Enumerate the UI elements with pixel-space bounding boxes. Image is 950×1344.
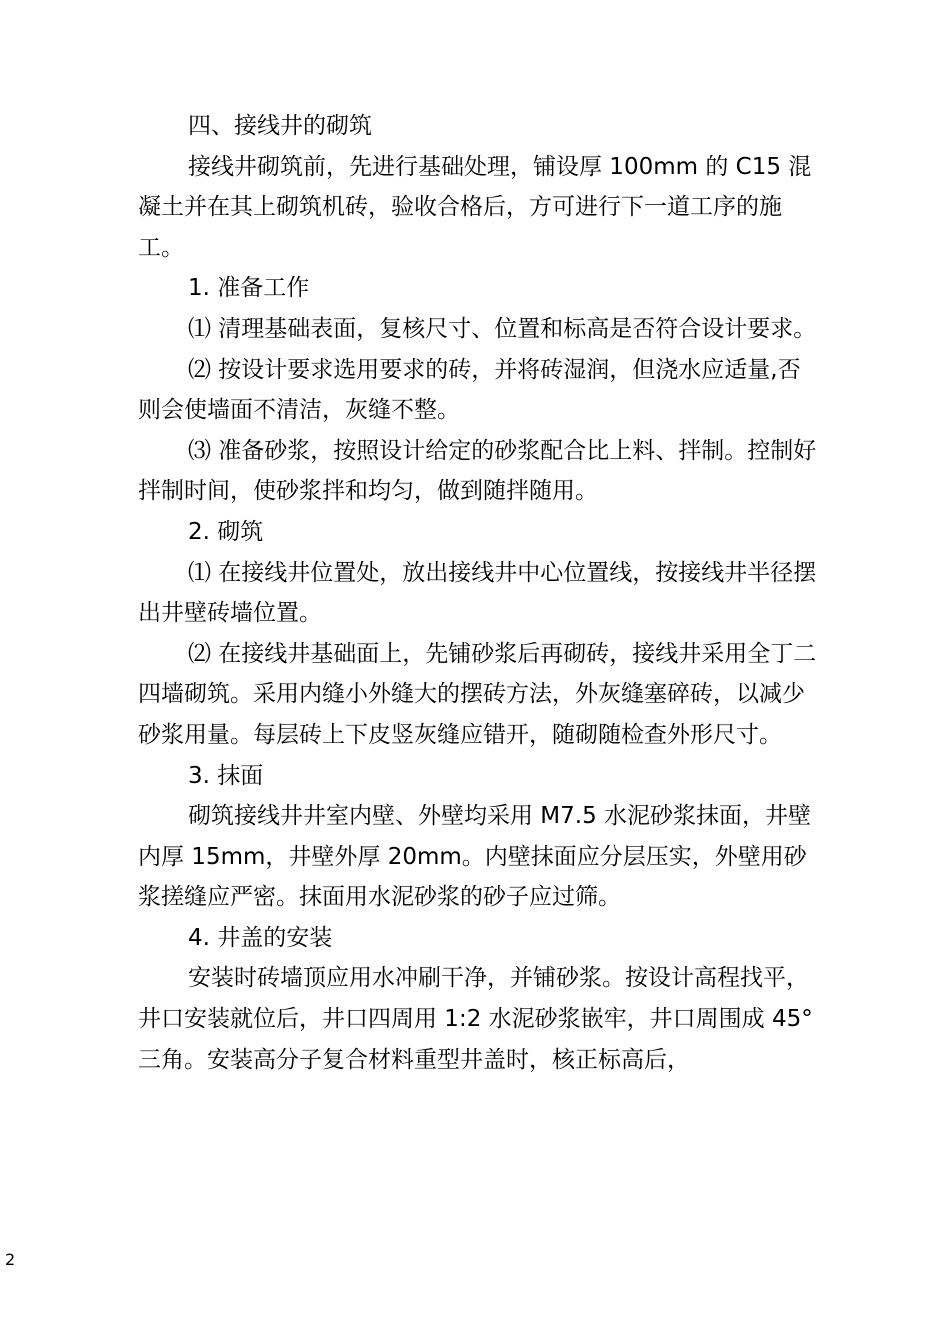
page-number: 2 [5, 1250, 16, 1269]
document-body [138, 106, 822, 1080]
body-paragraph: ⑶ 准备砂浆，按照设计给定的砂浆配合比上料、拌制。控制好拌制时间，使砂浆拌和均匀，做到随拌随用。 [138, 437, 817, 505]
section-heading: 四、接线井的砌筑 [188, 113, 372, 139]
body-paragraph: ⑵ 按设计要求选用要求的砖，并将砖湿润，但浇水应适量,否则会使墙面不清洁，灰缝不整。 [138, 356, 801, 424]
body-paragraph: 安装时砖墙顶应用水冲刷干净，并铺砂浆。按设计高程找平，井口安装就位后，井口四周用 1:2 水泥砂浆嵌牢，井口周围成 45°三角。安装高分子复合材料重型井盖时，核正标高后， [138, 965, 813, 1073]
body-paragraph: ⑵ 在接线井基础面上，先铺砂浆后再砌砖，接线井采用全丁二四墙砌筑。采用内缝小外缝大的摆砖方法，外灰缝塞碎砖，以减少砂浆用量。每层砖上下皮竖灰缝应错开，随砌随检查外形尺寸。 [138, 640, 817, 748]
body-paragraph: 砌筑接线井井室内壁、外壁均采用 M7.5 水泥砂浆抹面，井壁内厚 15mm，井壁外厚 20mm。内壁抹面应分层压实，外壁用砂浆搓缝应严密。抹面用水泥砂浆的砂子应过筛。 [138, 803, 812, 911]
body-paragraph: ⑴ 清理基础表面，复核尺寸、位置和标高是否符合设计要求。 [188, 315, 817, 342]
subsection-heading: 4. 井盖的安装 [188, 924, 333, 951]
body-paragraph: 接线井砌筑前，先进行基础处理，铺设厚 100mm 的 C15 混凝土并在其上砌筑机砖，验收合格后，方可进行下一道工序的施工。 [138, 153, 812, 261]
subsection-heading: 3. 抹面 [188, 762, 264, 789]
subsection-heading: 2. 砌筑 [188, 518, 264, 545]
subsection-heading: 1. 准备工作 [188, 275, 310, 302]
body-paragraph: ⑴ 在接线井位置处，放出接线井中心位置线，按接线井半径摆出井壁砖墙位置。 [138, 559, 817, 627]
